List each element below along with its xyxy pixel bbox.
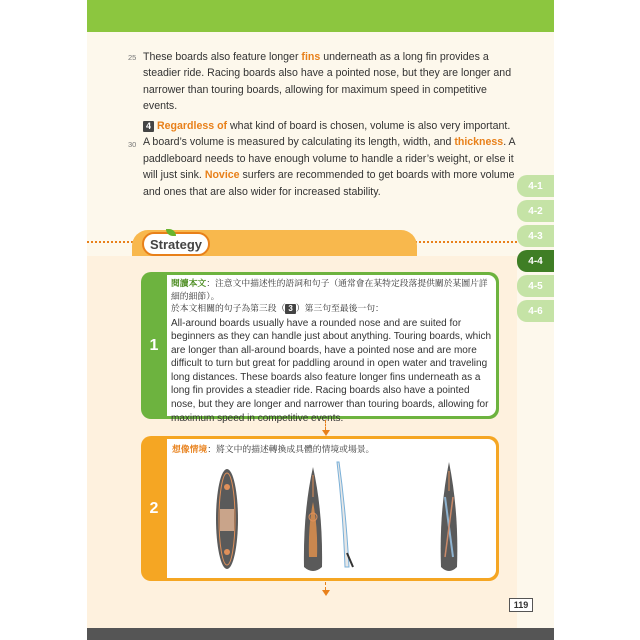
highlight-novice: Novice: [204, 169, 240, 182]
paddleboard-illustrations: [167, 457, 496, 577]
strategy-tab: [132, 230, 417, 256]
racing-board-image: [441, 462, 458, 571]
side-tab-4-6[interactable]: 4-6: [517, 300, 554, 322]
footer-band: [87, 628, 554, 640]
line-number-30: 30: [128, 140, 137, 149]
step-1-content: [167, 275, 496, 424]
locator-paragraph-box: 3: [285, 304, 295, 314]
step-2-box: [141, 436, 499, 581]
header-band: [87, 0, 554, 32]
down-arrow-icon: [322, 582, 330, 596]
side-tab-4-3[interactable]: 4-3: [517, 225, 554, 247]
down-arrow-icon: [322, 420, 330, 436]
paragraph-volume: 4 Regardless of what kind of board is chosen, volume is also very important. A board’s volume is measured by calculating its length, width, and thickness. A paddleboard needs to have enough volume to handle a rider’s weight, or else it will just sink. Novice surfers are recommended to get boards with more volume and ones that are also wider for increased stability.: [143, 120, 515, 198]
paragraph-number-box: 4: [143, 121, 154, 132]
side-tab-4-2[interactable]: 4-2: [517, 200, 554, 222]
step-2-instruction: 想像情境：將文中的描述轉換成具體的情境或場景。: [172, 444, 375, 454]
step-1-instruction: 閱讀本文：注意文中描述性的語詞和句子（通常會在某特定段落提供關於某圖片詳細的細節）。: [171, 278, 488, 301]
highlight-thickness: thickness: [454, 136, 504, 149]
side-tab-4-4[interactable]: 4-4: [517, 250, 554, 272]
step-1-number: 1: [149, 336, 159, 354]
highlight-regardless: Regardless of: [157, 120, 228, 132]
side-tab-4-5[interactable]: 4-5: [517, 275, 554, 297]
step-2-content: [167, 439, 496, 578]
chapter-side-tabs: [517, 175, 554, 325]
book-page: [87, 0, 554, 640]
step-1-title: 閱讀本文: [171, 278, 207, 288]
page-number: 119: [509, 598, 533, 612]
strategy-label: Strategy: [142, 232, 210, 256]
all-around-board-image: [216, 469, 238, 569]
strategy-header: [87, 228, 517, 256]
step-2-title: 想像情境: [172, 444, 208, 454]
side-tab-4-1[interactable]: 4-1: [517, 175, 554, 197]
highlight-fins: fins: [301, 51, 321, 63]
touring-board-image: [304, 467, 322, 571]
step-1-box: [141, 272, 499, 424]
step-2-number: 2: [149, 499, 159, 517]
step-1-passage: All-around boards usually have a rounded nose and are suited for beginners as they can handle just about anything. Touring boards, which are longer than all-around boards, have a pointed nose and are more difficult to turn but great for paddling around in open water and traveling long distances. These boards also feature longer fins underneath as a long fin provides a steadier ride. Racing boards also have a pointed nose, but they are longer and narrower than touring boards, allowing for maximum speed in competitive events.: [171, 317, 492, 424]
touring-board-side-view-image: [337, 462, 353, 567]
line-number-25: 25: [128, 53, 137, 62]
paragraph-fins: These boards also feature longer fins underneath as a long fin provides a steadier ride. Racing boards also have a pointed nose, but they are longer and narrower than touring boards, allowing for maximum speed in competitive events.: [143, 51, 512, 113]
step-1-locator: 於本文相關的句子為第三段（ 3 ）第三句至最後一句：: [171, 303, 384, 313]
leaf-icon: [166, 229, 176, 236]
